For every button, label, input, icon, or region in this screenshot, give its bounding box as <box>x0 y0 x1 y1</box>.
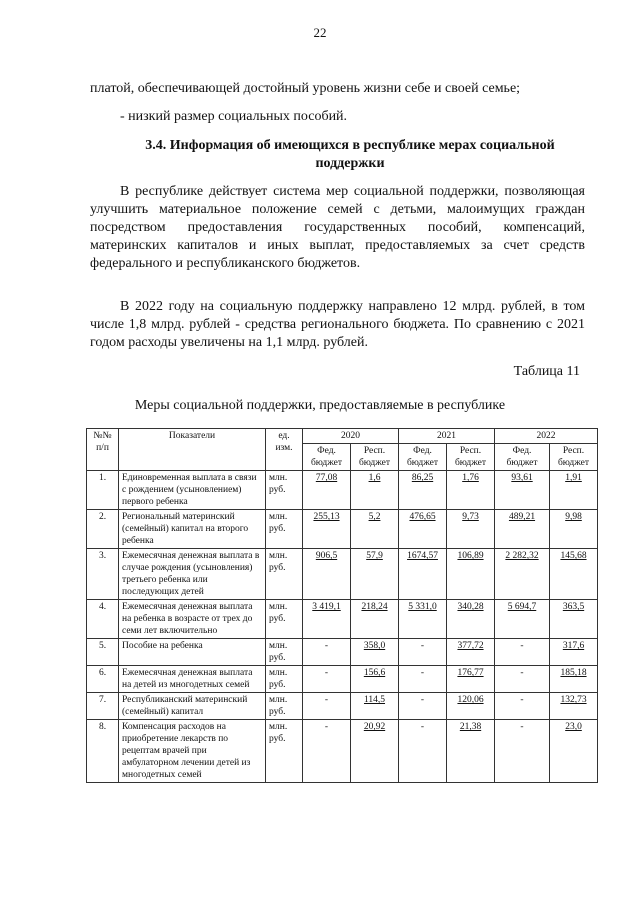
row-unit: млн. руб. <box>266 666 303 693</box>
row-number: 3. <box>87 549 119 600</box>
table-row <box>87 666 598 693</box>
header-number: №№ п/п <box>87 429 119 471</box>
row-number: 6. <box>87 666 119 693</box>
row-unit: млн. руб. <box>266 549 303 600</box>
row-indicator: Пособие на ребенка <box>119 639 266 666</box>
section-heading: 3.4. Информация об имеющихся в республике мерах социальной поддержки <box>145 138 555 171</box>
table-row <box>87 639 598 666</box>
header-unit: ед. изм. <box>266 429 303 471</box>
value-2022-resp: 317,6 <box>550 639 598 666</box>
value-2021-resp: 120,06 <box>447 693 495 720</box>
value-2021-resp: 176,77 <box>447 666 495 693</box>
row-number: 8. <box>87 720 119 783</box>
table-row <box>87 510 598 549</box>
value-2020-fed: - <box>303 720 351 783</box>
value-2020-fed: 3 419,1 <box>303 600 351 639</box>
header-year-2020: 2020 <box>303 429 399 444</box>
value-2020-fed: - <box>303 666 351 693</box>
value-2021-fed: 1674,57 <box>399 549 447 600</box>
value-2022-resp: 363,5 <box>550 600 598 639</box>
value-2022-fed: - <box>495 666 550 693</box>
header-resp-budget: Респ. бюджет <box>447 444 495 471</box>
row-unit: млн. руб. <box>266 720 303 783</box>
row-indicator: Ежемесячная денежная выплата на детей из многодетных семей <box>119 666 266 693</box>
value-2022-fed: - <box>495 720 550 783</box>
header-resp-budget: Респ. бюджет <box>351 444 399 471</box>
row-number: 1. <box>87 471 119 510</box>
value-2021-fed: - <box>399 666 447 693</box>
value-2020-resp: 5,2 <box>351 510 399 549</box>
value-2020-resp: 218,24 <box>351 600 399 639</box>
paragraph-social-support-system: В республике действует система мер социальной поддержки, позволяющая улучшить материальное положение семей с детьми, малоимущих граждан посредством предоставления государственных пособий, компенсаций, материнских капиталов и иных выплат, предоставляемых за счет средств федерального и республиканского бюджетов. <box>90 184 585 271</box>
header-year-2021: 2021 <box>399 429 495 444</box>
value-2020-fed: 255,13 <box>303 510 351 549</box>
header-indicator: Показатели <box>119 429 266 471</box>
row-unit: млн. руб. <box>266 510 303 549</box>
value-2022-resp: 132,73 <box>550 693 598 720</box>
row-indicator: Единовременная выплата в связи с рождением (усыновлением) первого ребенка <box>119 471 266 510</box>
value-2022-fed: 5 694,7 <box>495 600 550 639</box>
table-row <box>87 720 598 783</box>
value-2021-fed: 476,65 <box>399 510 447 549</box>
header-resp-budget: Респ. бюджет <box>550 444 598 471</box>
row-unit: млн. руб. <box>266 600 303 639</box>
row-unit: млн. руб. <box>266 471 303 510</box>
table-row <box>87 549 598 600</box>
row-number: 2. <box>87 510 119 549</box>
value-2021-resp: 106,89 <box>447 549 495 600</box>
value-2022-resp: 9,98 <box>550 510 598 549</box>
table-row <box>87 471 598 510</box>
value-2021-fed: 5 331,0 <box>399 600 447 639</box>
table-row <box>87 600 598 639</box>
value-2021-resp: 9,73 <box>447 510 495 549</box>
table-row <box>87 693 598 720</box>
social-support-table <box>86 428 598 783</box>
value-2022-resp: 23,0 <box>550 720 598 783</box>
row-indicator: Компенсация расходов на приобретение лекарств по рецептам врачей при амбулаторном лечении детей из многодетных семей <box>119 720 266 783</box>
value-2022-resp: 185,18 <box>550 666 598 693</box>
value-2022-fed: 489,21 <box>495 510 550 549</box>
header-year-2022: 2022 <box>495 429 598 444</box>
value-2021-fed: - <box>399 693 447 720</box>
value-2021-resp: 21,38 <box>447 720 495 783</box>
row-unit: млн. руб. <box>266 693 303 720</box>
row-indicator: Региональный материнский (семейный) капитал на второго ребенка <box>119 510 266 549</box>
value-2020-fed: - <box>303 693 351 720</box>
value-2022-resp: 145,68 <box>550 549 598 600</box>
header-fed-budget: Фед. бюджет <box>495 444 550 471</box>
value-2021-fed: 86,25 <box>399 471 447 510</box>
row-number: 4. <box>87 600 119 639</box>
row-indicator: Ежемесячная денежная выплата на ребенка в возрасте от трех до семи лет включительно <box>119 600 266 639</box>
value-2020-fed: 906,5 <box>303 549 351 600</box>
value-2022-fed: 93,61 <box>495 471 550 510</box>
row-number: 7. <box>87 693 119 720</box>
value-2020-resp: 156,6 <box>351 666 399 693</box>
table-label: Таблица 11 <box>513 364 580 379</box>
value-2020-resp: 57,9 <box>351 549 399 600</box>
value-2021-fed: - <box>399 639 447 666</box>
row-unit: млн. руб. <box>266 639 303 666</box>
value-2020-resp: 1,6 <box>351 471 399 510</box>
value-2022-fed: 2 282,32 <box>495 549 550 600</box>
paragraph-spending-2022: В 2022 году на социальную поддержку направлено 12 млрд. рублей, в том числе 1,8 млрд. рублей - средства регионального бюджета. По сравнению с 2021 годом расходы увеличены на 1,1 млрд. рублей. <box>90 299 585 350</box>
value-2021-resp: 1,76 <box>447 471 495 510</box>
value-2020-resp: 358,0 <box>351 639 399 666</box>
value-2020-fed: 77,08 <box>303 471 351 510</box>
header-fed-budget: Фед. бюджет <box>399 444 447 471</box>
value-2022-fed: - <box>495 639 550 666</box>
value-2020-fed: - <box>303 639 351 666</box>
row-number: 5. <box>87 639 119 666</box>
value-2021-resp: 377,72 <box>447 639 495 666</box>
table-header-row <box>87 429 598 444</box>
value-2021-resp: 340,28 <box>447 600 495 639</box>
value-2021-fed: - <box>399 720 447 783</box>
header-fed-budget: Фед. бюджет <box>303 444 351 471</box>
value-2022-fed: - <box>495 693 550 720</box>
row-indicator: Ежемесячная денежная выплата в случае рождения (усыновления) третьего ребенка или последующих детей <box>119 549 266 600</box>
row-indicator: Республиканский материнский (семейный) капитал <box>119 693 266 720</box>
value-2020-resp: 114,5 <box>351 693 399 720</box>
value-2022-resp: 1,91 <box>550 471 598 510</box>
paragraph-continuation: платой, обеспечивающей достойный уровень жизни себе и своей семье; <box>90 81 521 96</box>
value-2020-resp: 20,92 <box>351 720 399 783</box>
bullet-item: - низкий размер социальных пособий. <box>120 109 348 124</box>
page-number: 22 <box>313 25 327 40</box>
table-title: Меры социальной поддержки, предоставляемые в республике <box>134 398 506 413</box>
